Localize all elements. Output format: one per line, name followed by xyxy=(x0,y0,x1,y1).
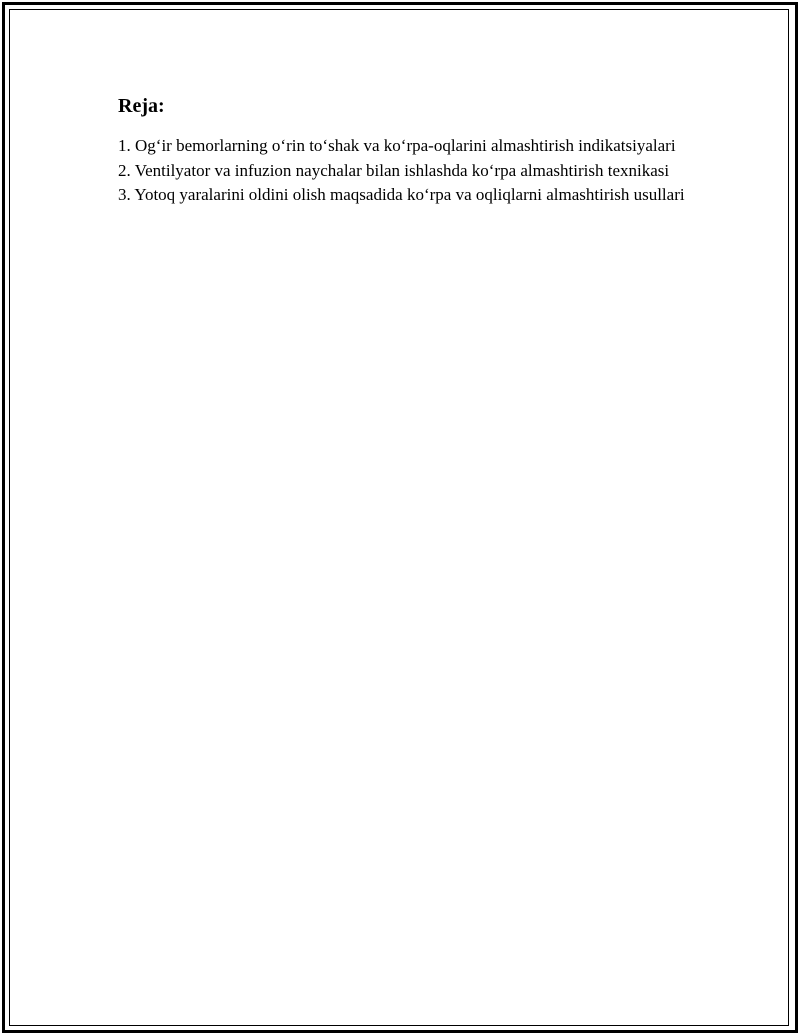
plan-item-1: 1. Og‘ir bemorlarning o‘rin to‘shak va ko‘rpa-oqlarini almashtirish indikatsiyalari xyxy=(118,136,676,155)
plan-list xyxy=(118,134,698,208)
plan-item-2: 2. Ventilyator va infuzion naychalar bilan ishlashda ko‘rpa almashtirish texnikasi xyxy=(118,160,670,180)
plan-heading: Reja: xyxy=(118,95,165,117)
plan-item-3: 3. Yotoq yaralarini oldini olish maqsadida ko‘rpa va oqliqlarni almashtirish usullari xyxy=(118,185,685,204)
document-content xyxy=(118,92,698,208)
